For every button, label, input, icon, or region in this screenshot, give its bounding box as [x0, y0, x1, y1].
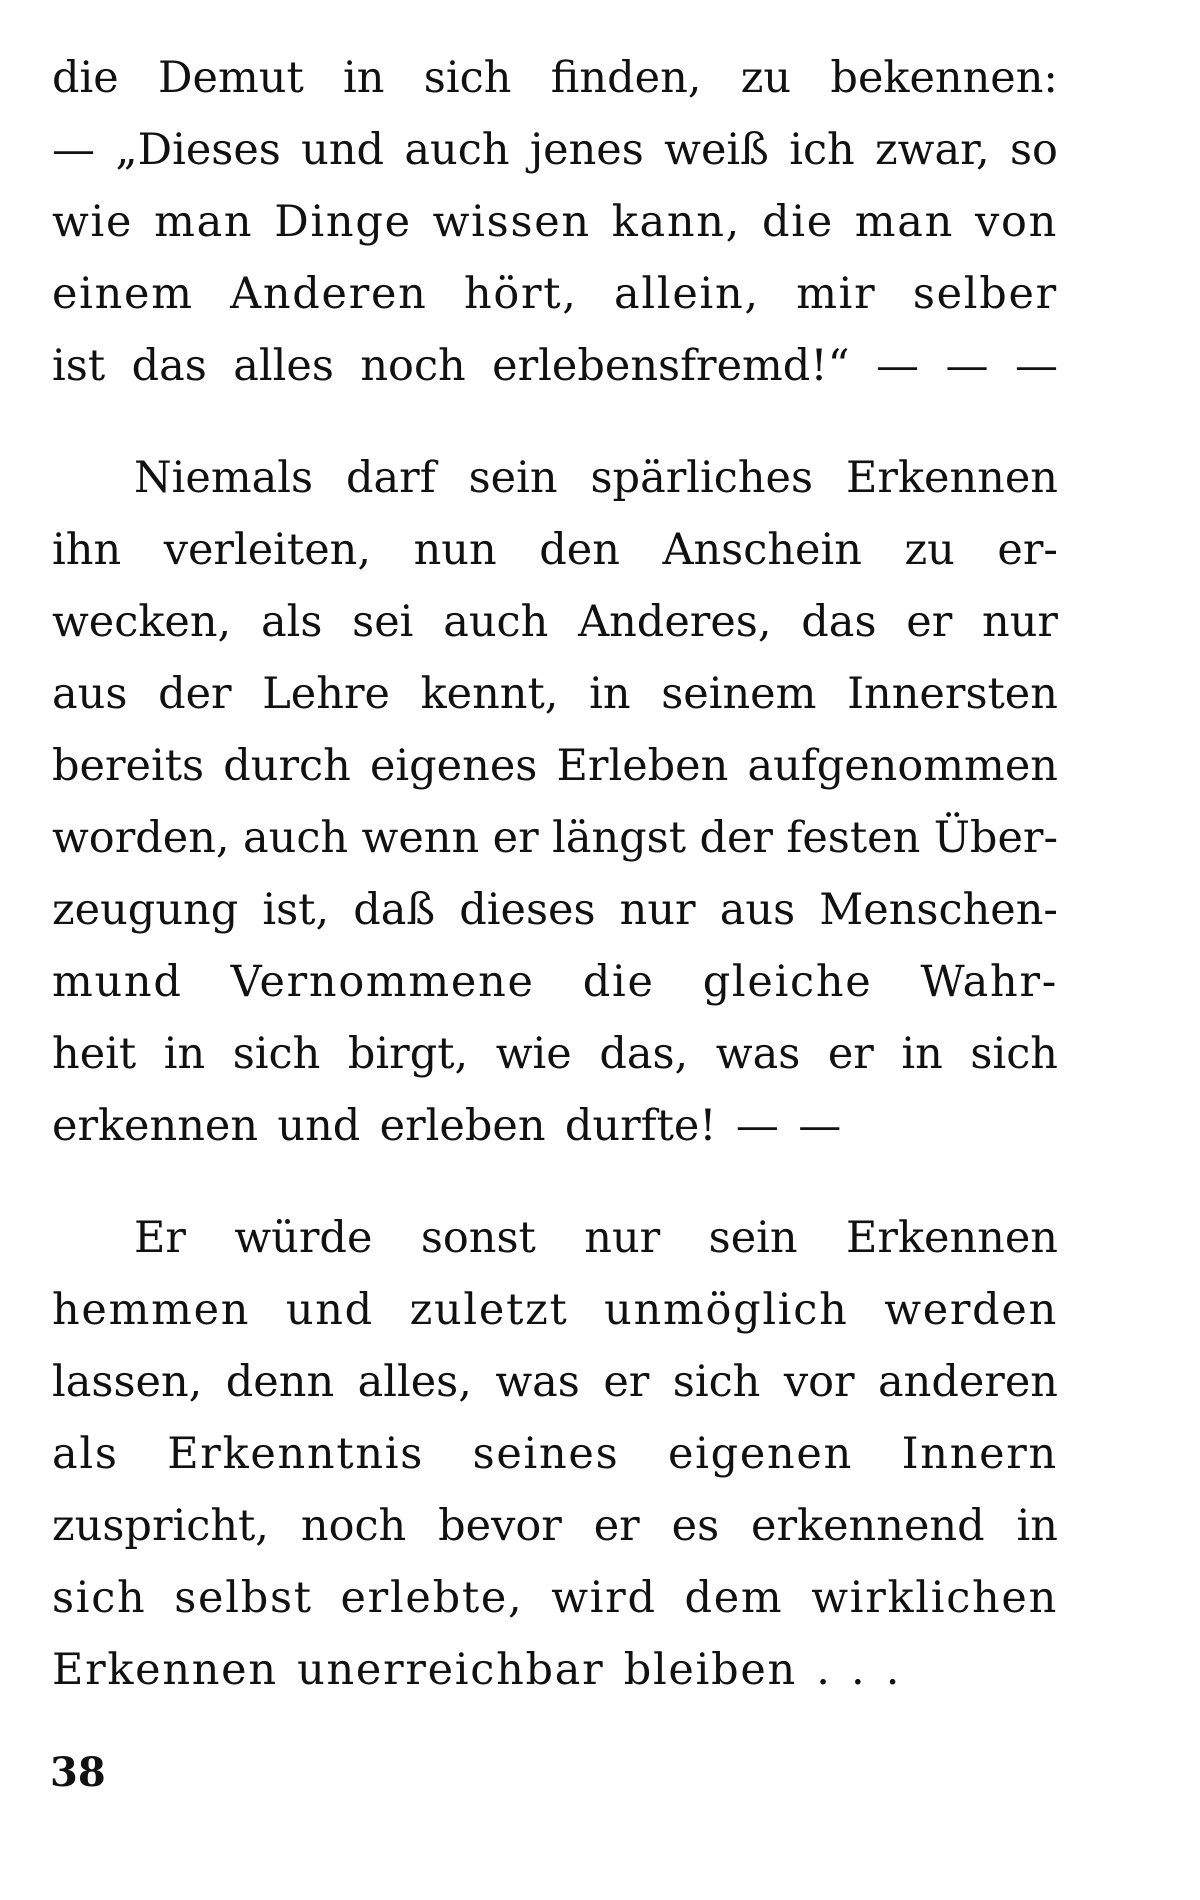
word: die — [582, 957, 655, 1007]
word: sich — [970, 1029, 1058, 1079]
word: Lehre — [262, 669, 390, 719]
word: Anderen — [230, 269, 428, 319]
word: „Dieses — [115, 125, 281, 175]
word: in — [589, 669, 631, 719]
word: zu — [904, 525, 955, 575]
word: seines — [472, 1429, 620, 1479]
word: einem — [52, 269, 194, 319]
word: aufgenommen — [747, 741, 1058, 791]
word: erlebte, — [340, 1573, 524, 1623]
word: eigenes — [369, 741, 538, 791]
word: worden, — [52, 813, 230, 863]
word: eigenen — [667, 1429, 854, 1479]
paragraph-3-line-4 — [52, 1418, 1058, 1490]
word: was — [715, 1029, 801, 1079]
word: sein — [708, 1213, 798, 1263]
word: seinem — [661, 669, 817, 719]
word: er — [593, 1501, 640, 1551]
paragraph-3-line-7 — [52, 1634, 1058, 1706]
word: er — [827, 1029, 874, 1079]
word: bevor — [438, 1501, 562, 1551]
word: Erkenntnis — [167, 1429, 425, 1479]
word: in — [1016, 1501, 1058, 1551]
word: darf — [346, 453, 436, 503]
word: bereits — [52, 741, 205, 791]
word: mund — [52, 957, 183, 1007]
word: Über- — [933, 813, 1058, 863]
paragraph-1-line-2 — [52, 114, 1058, 186]
word: — — [52, 125, 95, 175]
word: durch — [223, 741, 351, 791]
word: — — [945, 341, 989, 391]
word: noch — [300, 1501, 407, 1551]
word: gleiche — [702, 957, 873, 1007]
word: Demut — [158, 53, 304, 103]
word: man — [854, 197, 955, 247]
word: nur — [982, 597, 1058, 647]
word: dem — [684, 1573, 784, 1623]
word: hemmen — [52, 1285, 251, 1335]
paragraph-3-line-3 — [52, 1346, 1058, 1418]
word: die — [52, 53, 119, 103]
word: nur — [584, 1213, 661, 1263]
word: spärliches — [590, 453, 814, 503]
word: Innersten — [847, 669, 1058, 719]
word: die — [761, 197, 834, 247]
word: so — [1009, 125, 1058, 175]
word: wie — [495, 1029, 572, 1079]
word: würde — [234, 1213, 373, 1263]
paragraph-3-line-1 — [134, 1202, 1058, 1274]
paragraph-3-line-6 — [52, 1562, 1058, 1634]
word: nur — [619, 885, 696, 935]
paragraph-2-line-8 — [52, 946, 1058, 1018]
paragraph-2-line-9 — [52, 1018, 1058, 1090]
word: zuspricht, — [52, 1501, 269, 1551]
word: Erkennen — [846, 1213, 1058, 1263]
word: er — [492, 813, 539, 863]
word: erkennen — [52, 1101, 259, 1151]
word: zu — [740, 53, 792, 103]
word: zuletzt — [409, 1285, 569, 1335]
word: ist — [52, 341, 106, 391]
word: der — [699, 813, 773, 863]
word: in — [163, 1029, 206, 1079]
word: der — [158, 669, 232, 719]
paragraph-2-line-1 — [134, 442, 1058, 514]
paragraph-3-line-5 — [52, 1490, 1058, 1562]
word: aus — [719, 885, 796, 935]
word: — — [798, 1101, 842, 1151]
word: selbst — [174, 1573, 313, 1623]
word: sich — [672, 1357, 761, 1407]
paragraph-3-line-2 — [52, 1274, 1058, 1346]
word: jenes — [529, 125, 644, 175]
word: birgt, — [347, 1029, 469, 1079]
word: er — [603, 1357, 650, 1407]
word: Er — [134, 1213, 186, 1263]
word: sich — [232, 1029, 321, 1079]
paragraph-2-line-6 — [52, 802, 1058, 874]
word: Erkennen — [846, 453, 1058, 503]
word: wird — [551, 1573, 657, 1623]
word: auch — [243, 813, 349, 863]
paragraph-2-line-7 — [52, 874, 1058, 946]
paragraph-1-line-3 — [52, 186, 1058, 258]
word: erleben — [379, 1101, 546, 1151]
word: erkennend — [751, 1501, 985, 1551]
word: von — [974, 197, 1058, 247]
word: durfte! — [564, 1101, 717, 1151]
paragraph-1-line-5 — [52, 330, 1058, 402]
word: auch — [404, 125, 510, 175]
word: Erkennen — [52, 1645, 278, 1695]
word: wissen — [432, 197, 591, 247]
word: Erleben — [556, 741, 729, 791]
word: dieses — [459, 885, 596, 935]
word: . — [885, 1645, 902, 1695]
word: Anschein — [662, 525, 862, 575]
word: lassen, — [52, 1357, 203, 1407]
word: anderen — [878, 1357, 1058, 1407]
word: das, — [599, 1029, 689, 1079]
word: längst — [552, 813, 687, 863]
word: aus — [52, 669, 128, 719]
word: . — [850, 1645, 867, 1695]
word: ist, — [262, 885, 330, 935]
word: sein — [468, 453, 558, 503]
word: das — [131, 341, 207, 391]
word: er — [906, 597, 953, 647]
word: bekennen: — [830, 53, 1058, 103]
word: zwar, — [875, 125, 990, 175]
word: finden, — [550, 53, 702, 103]
word: ich — [789, 125, 855, 175]
word: in — [343, 53, 385, 103]
word: heit — [52, 1029, 137, 1079]
paragraph-2-line-3 — [52, 586, 1058, 658]
word: erlebensfremd!“ — [492, 341, 850, 391]
word: als — [260, 597, 323, 647]
word: Dinge — [274, 197, 412, 247]
word: wenn — [361, 813, 480, 863]
word: man — [154, 197, 254, 247]
word: das — [801, 597, 877, 647]
page-number: 38 — [50, 1749, 106, 1796]
paragraph-1-line-4 — [52, 258, 1058, 330]
word: sich — [423, 53, 512, 103]
word: werden — [884, 1285, 1058, 1335]
word: und — [301, 125, 385, 175]
word: alles, — [357, 1357, 472, 1407]
word: was — [495, 1357, 580, 1407]
word: und — [285, 1285, 374, 1335]
word: Menschen- — [819, 885, 1058, 935]
word: Niemals — [134, 453, 314, 503]
word: den — [539, 525, 620, 575]
word: verleiten, — [163, 525, 372, 575]
word: — — [876, 341, 920, 391]
word: bleiben — [623, 1645, 797, 1695]
word: denn — [225, 1357, 335, 1407]
word: . — [816, 1645, 832, 1695]
word: wecken, — [52, 597, 232, 647]
word: alles — [233, 341, 334, 391]
word: kennt, — [420, 669, 559, 719]
word: wie — [52, 197, 134, 247]
word: sei — [352, 597, 414, 647]
word: daß — [353, 885, 436, 935]
paragraph-2-line-5 — [52, 730, 1058, 802]
word: er- — [997, 525, 1058, 575]
word: wirklichen — [811, 1573, 1058, 1623]
word: selber — [912, 269, 1058, 319]
paragraph-1-line-1 — [52, 42, 1058, 114]
word: Innern — [901, 1429, 1058, 1479]
word: hört, — [463, 269, 578, 319]
word: noch — [360, 341, 466, 391]
word: und — [277, 1101, 361, 1151]
word: festen — [786, 813, 921, 863]
word: es — [671, 1501, 720, 1551]
word: vor — [783, 1357, 855, 1407]
word: nun — [413, 525, 497, 575]
word: auch — [443, 597, 549, 647]
paragraph-2-line-4 — [52, 658, 1058, 730]
word: — — [735, 1101, 779, 1151]
word: in — [901, 1029, 943, 1079]
word: Anderes, — [578, 597, 772, 647]
word: Vernommene — [230, 957, 535, 1007]
paragraph-2-line-2 — [52, 514, 1058, 586]
word: ihn — [52, 525, 122, 575]
word: weiß — [664, 125, 769, 175]
word: — — [1014, 341, 1058, 391]
word: unerreichbar — [297, 1645, 605, 1695]
paragraph-2-line-10 — [52, 1090, 1058, 1162]
word: unmöglich — [604, 1285, 849, 1335]
word: kann, — [611, 197, 742, 247]
word: zeugung — [52, 885, 239, 935]
word: mir — [796, 269, 877, 319]
word: allein, — [614, 269, 760, 319]
word: Wahr- — [920, 957, 1058, 1007]
word: als — [52, 1429, 119, 1479]
word: sonst — [420, 1213, 536, 1263]
word: sich — [52, 1573, 147, 1623]
